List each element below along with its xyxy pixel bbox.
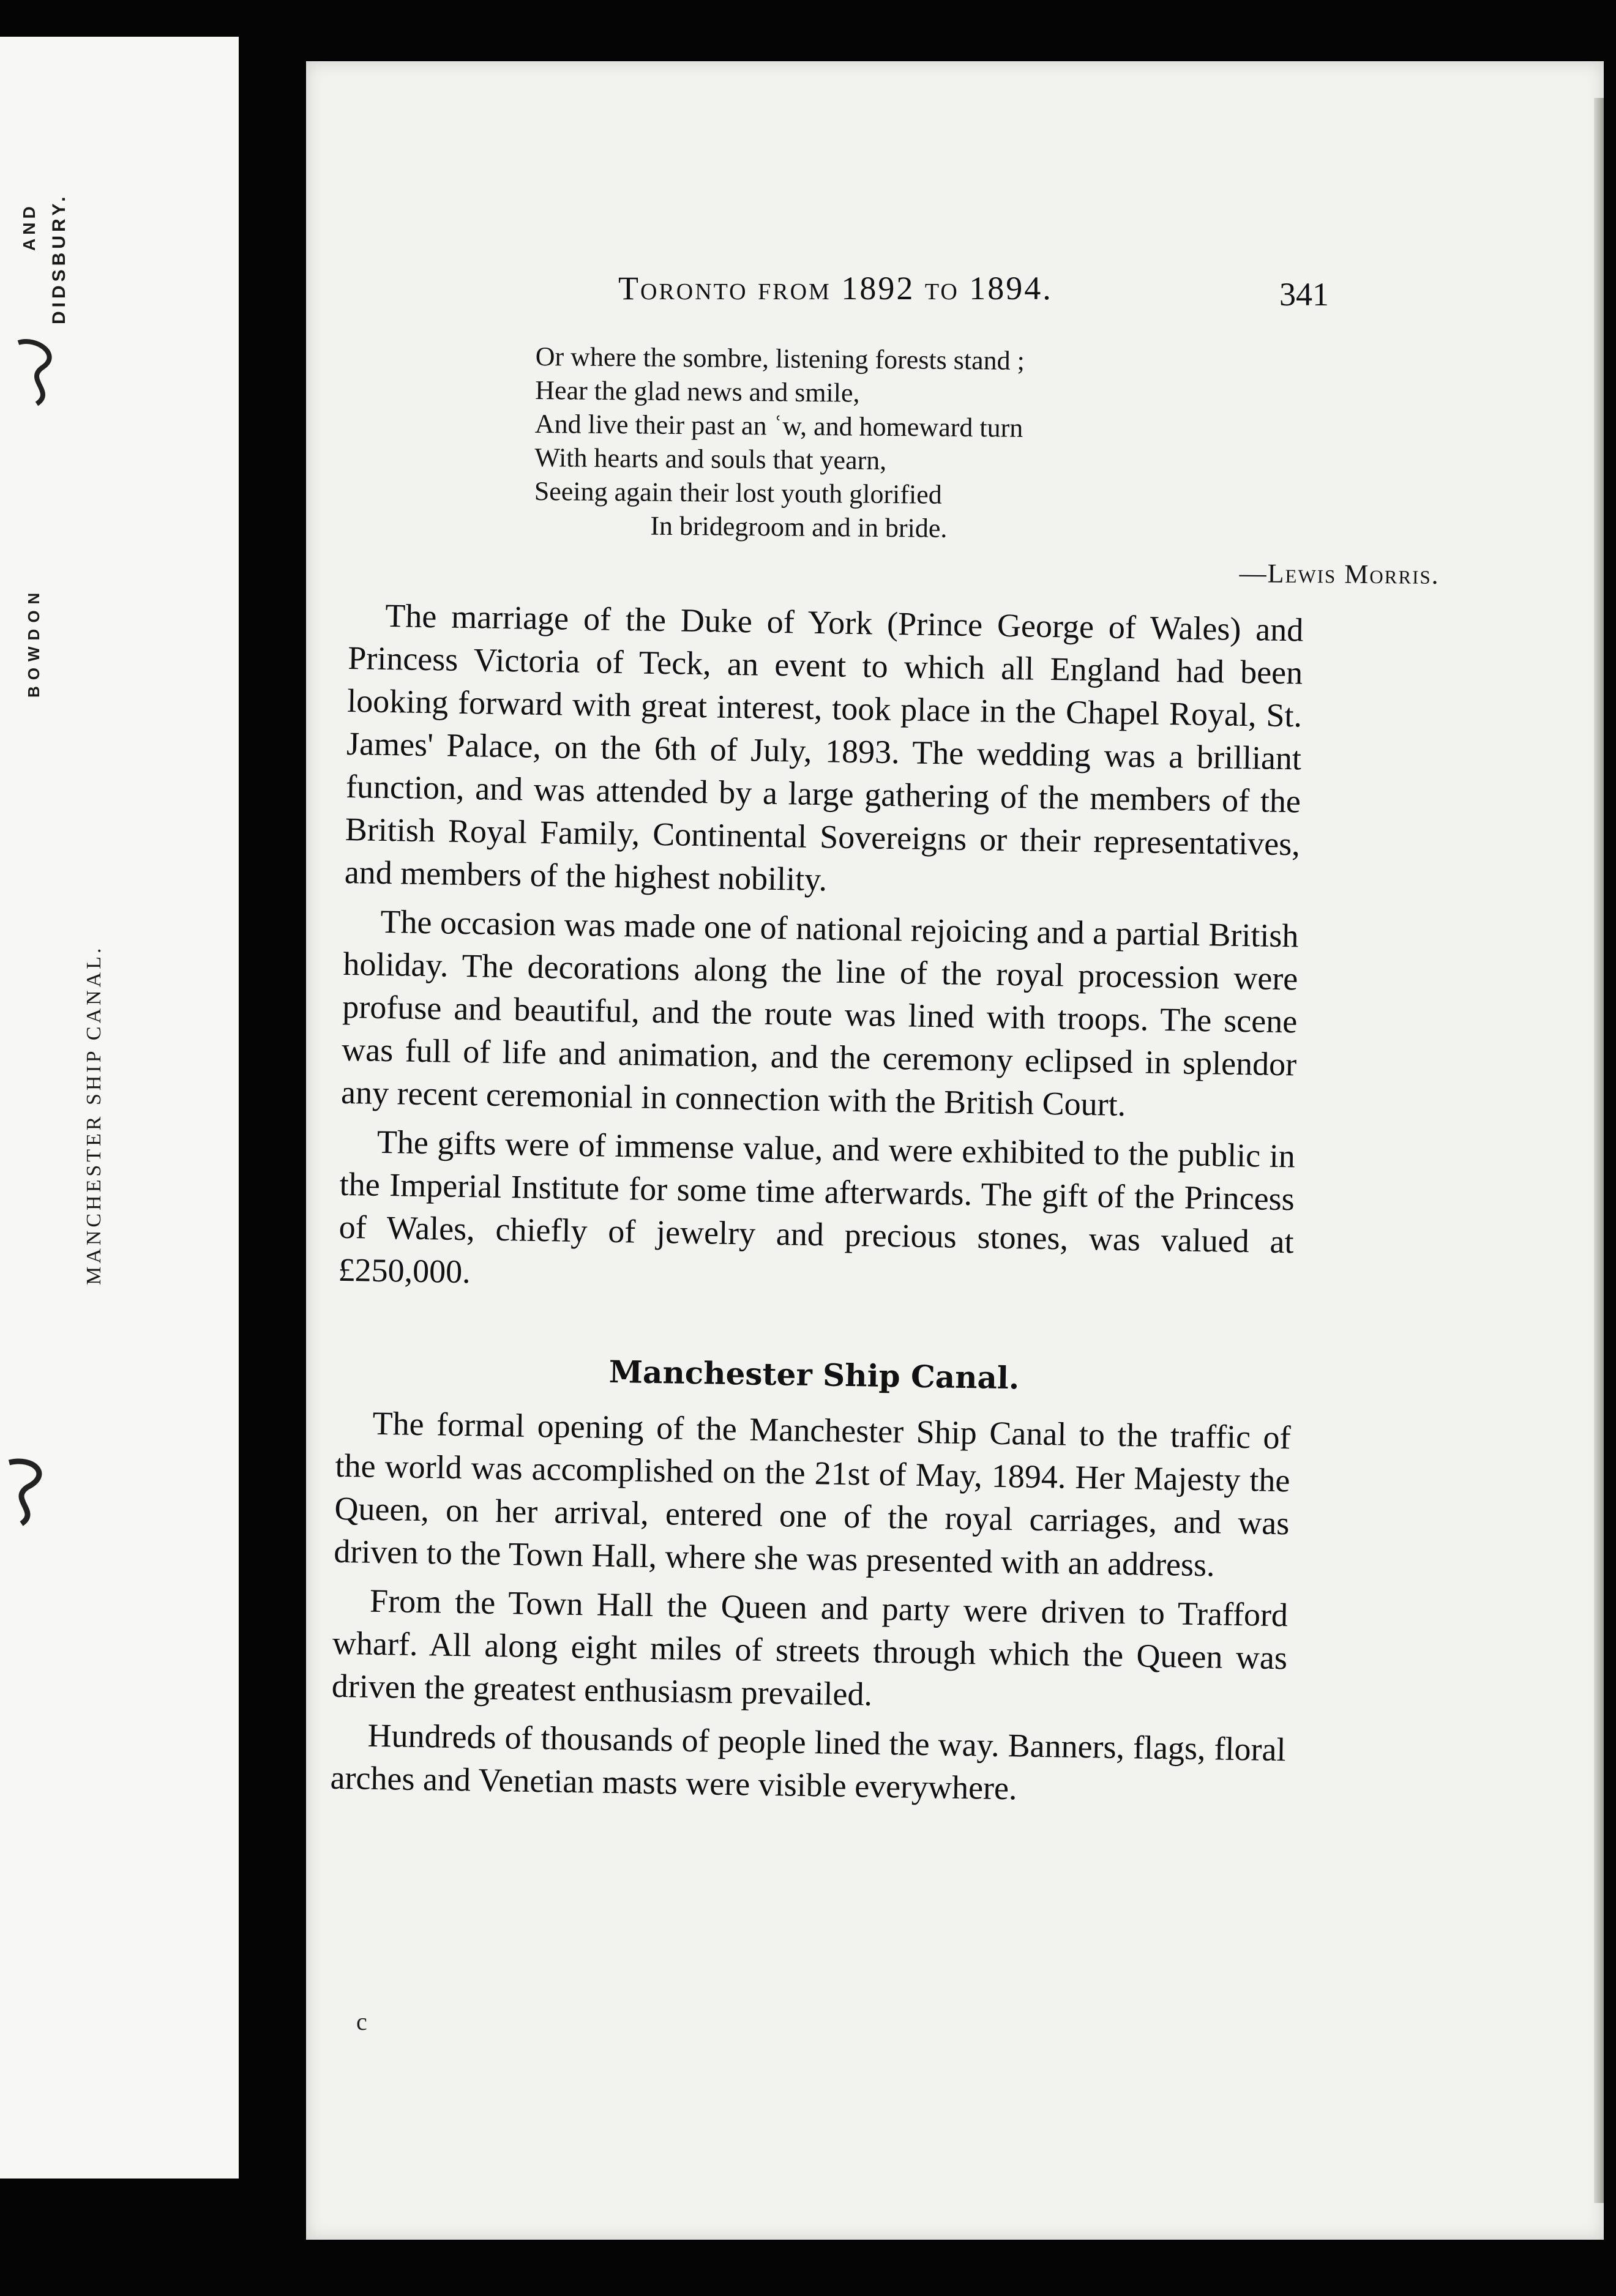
paragraph: From the Town Hall the Queen and party were driven to Trafford wharf. All along eight miles of streets through which the Queen was driven the greatest enthusiasm prevailed.: [331, 1582, 1289, 1713]
poem-line: Seeing again their lost youth glorified: [534, 475, 943, 510]
poem-line: Hear the glad news and smile,: [535, 375, 860, 408]
page-header: [306, 269, 1604, 318]
paragraph: The occasion was made one of national rejoicing and a partial British holiday. The decorations along the line of the royal procession were profuse and beautiful, and the route was lined with troops. The scene was full of life and animation, and the ceremony eclipsed in splendor any recent ceremonial in connection with the British Court.: [340, 903, 1299, 1124]
ornament-squiggle-icon: [12, 330, 67, 416]
poem-line: With hearts and souls that yearn,: [534, 442, 887, 476]
paragraph: The formal opening of the Manchester Ship Canal to the traffic of the world was accomplished on the 21st of May, 1894. Her Majesty the Queen, on her arrival, entered one of the royal carriages, and was driven to the Town Hall, where she was presented with an address.: [333, 1404, 1291, 1584]
poem-excerpt: [534, 340, 1454, 592]
side-text-bowdon: BOWDON: [24, 586, 43, 698]
side-text-didsbury: DIDSBURY.: [49, 193, 69, 324]
side-text-manchester-ship-canal: MANCHESTER SHIP CANAL.: [83, 945, 105, 1285]
page-number: 341: [1279, 276, 1329, 313]
poem-line: And live their past an ʿw, and homeward turn: [534, 408, 1023, 443]
page-edge: [1594, 98, 1604, 2203]
paragraph: The gifts were of immense value, and were exhibited to the public in the Imperial Institute for some time afterwards. The gift of the Princess of Wales, chiefly of jewelry and precious stones, was valued at £250,000.: [338, 1123, 1296, 1291]
poem-line: Or where the sombre, listening forests stand ;: [535, 341, 1025, 376]
book-page: [306, 61, 1604, 2240]
running-head: Toronto from 1892 to 1894.: [618, 270, 1053, 307]
ornament-flourish-icon: [3, 1444, 58, 1530]
signature-mark: c: [356, 2008, 367, 2035]
poem-attribution: —Lewis Morris.: [1239, 558, 1440, 590]
side-text-and: AND: [20, 203, 39, 251]
paragraph: The marriage of the Duke of York (Prince George of Wales) and Princess Victoria of Teck, an event to which all England had been looking forward with great interest, took place in the Chapel Royal, St. James' Palace, on the 6th of July, 1893. The wedding was a brilliant function, and was attended by a large gathering of the members of the British Royal Family, Continental Sovereigns or their representatives, and members of the highest nobility.: [344, 597, 1304, 898]
section-heading: Manchester Ship Canal.: [608, 1353, 1020, 1396]
poem-line: In bridegroom and in bride.: [650, 510, 948, 543]
body-text: [330, 594, 1304, 1820]
paragraph: Hundreds of thousands of people lined the way. Banners, flags, floral arches and Venetian masts were visible everywhere.: [330, 1716, 1286, 1807]
adjoining-page: [0, 37, 239, 2179]
